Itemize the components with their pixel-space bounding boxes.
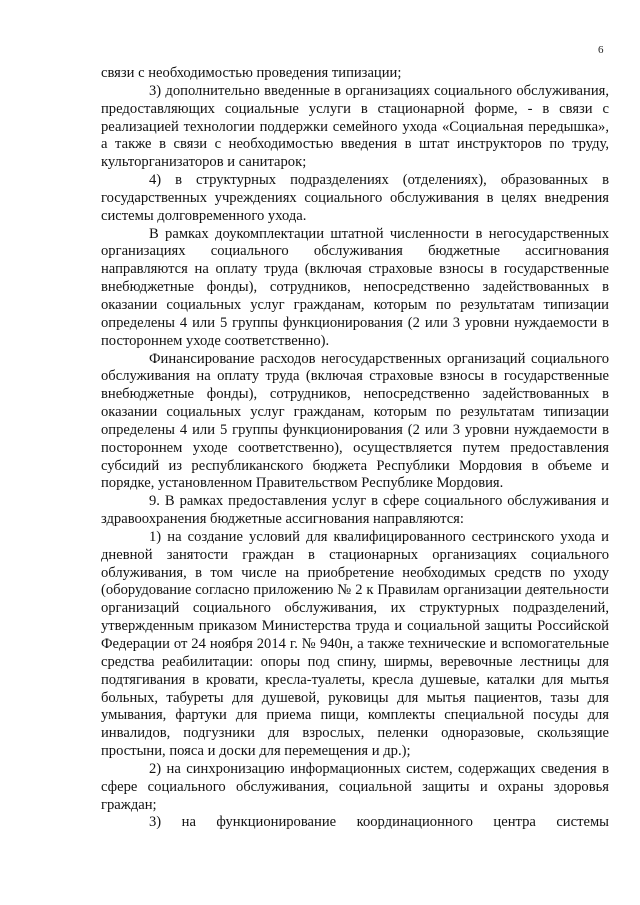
paragraph-5: Финансирование расходов негосударственных организаций социального обслуживания на оплату труда (включая страховые взносы в государственные внебюджетные фонды), сотрудников, непосредственно задействованных в оказании социальных услуг гражданам, которым по результатам типизации определены 4 или 5 группы функционирования (2 или 3 уровни нуждаемости в постороннем уходе соответственно), осуществляется путем предоставления субсидий из республиканского бюджета Республики Мордовия в объеме и порядке, установленном Правительством Республике Мордовия.	[101, 350, 609, 492]
paragraph-3: 4) в структурных подразделениях (отделениях), образованных в государственных учреждениях социального обслуживания в целях внедрения системы долговременного ухода.	[101, 172, 609, 224]
paragraph-7: 1) на создание условий для квалифицированного сестринского ухода и дневной занятости граждан в стационарных организациях социального облуживания, в том числе на приобретение необходимых средств по уходу (оборудование согласно приложению № 2 к Правилам организации деятельности организаций социального обслуживания, их структурных подразделений, утвержденным приказом Министерства труда и социальной защиты Российской Федерации от 24 ноября 2014 г. № 940н, а также технические и вспомогательные средства реабилитации: опоры под спину, ширмы, веревочные лестницы для подтягивания в кровати, кресла-туалеты, кресла душевые, каталки для мытья больных, табуреты для душевой, руковицы для мытья пациентов, тазы для умывания, фартуки для приема пищи, комплекты специальной посуды для инвалидов, подгузники для взрослых, пеленки одноразовые, скользящие простыни, пояса и доски для перемещения и др.);	[101, 528, 609, 760]
paragraph-9: 3) на функционирование координационного центра системы	[149, 814, 609, 831]
page-number: 6	[598, 44, 604, 56]
paragraph-8: 2) на синхронизацию информационных систем, содержащих сведения в сфере социального обслуживания, социальной защиты и охраны здоровья граждан;	[101, 760, 609, 813]
paragraph-1: связи с необходимостью проведения типизации;	[101, 65, 402, 81]
paragraph-4: В рамках доукомплектации штатной численности в негосударственных организациях социального обслуживания бюджетные ассигнования направляются на оплату труда (включая страховые взносы в государственные внебюджетные фонды), сотрудников, непосредственно задействованных в оказании социальных услуг гражданам, которым по результатам типизации определены 4 или 5 группы функционирования (2 или 3 уровни нуждаемости в постороннем уходе соответственно).	[101, 225, 609, 349]
document-body	[101, 65, 609, 832]
paragraph-2: 3) дополнительно введенные в организациях социального обслуживания, предоставляющих социальные услуги в стационарной форме, - в связи с реализацией технологии поддержки семейного ухода «Социальная передышка», а также в связи с необходимостью введения в штат инструкторов по труду, культорганизаторов и санитарок;	[101, 82, 609, 171]
paragraph-6: 9. В рамках предоставления услуг в сфере социального обслуживания и здравоохранения бюджетные ассигнования направляются:	[101, 493, 609, 528]
